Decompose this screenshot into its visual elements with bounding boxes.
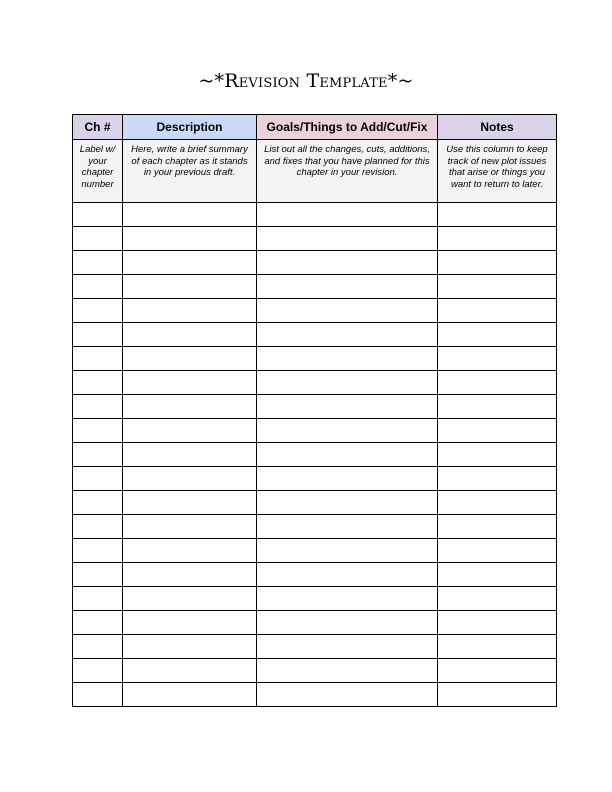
cell-chapter-number[interactable] <box>73 227 123 251</box>
header-chapter-number: Ch # <box>73 115 123 140</box>
cell-notes[interactable] <box>438 491 557 515</box>
cell-notes[interactable] <box>438 203 557 227</box>
cell-description[interactable] <box>123 515 257 539</box>
table-row <box>73 539 557 563</box>
cell-notes[interactable] <box>438 539 557 563</box>
instruction-notes: Use this column to keep track of new plot issues that arise or things you want to return to later. <box>438 140 557 203</box>
cell-goals[interactable] <box>257 563 438 587</box>
header-goals: Goals/Things to Add/Cut/Fix <box>257 115 438 140</box>
cell-chapter-number[interactable] <box>73 659 123 683</box>
table-row <box>73 563 557 587</box>
cell-description[interactable] <box>123 371 257 395</box>
cell-goals[interactable] <box>257 419 438 443</box>
cell-description[interactable] <box>123 683 257 707</box>
cell-notes[interactable] <box>438 635 557 659</box>
cell-description[interactable] <box>123 251 257 275</box>
cell-notes[interactable] <box>438 467 557 491</box>
table-row <box>73 635 557 659</box>
cell-goals[interactable] <box>257 323 438 347</box>
cell-goals[interactable] <box>257 299 438 323</box>
cell-chapter-number[interactable] <box>73 275 123 299</box>
cell-chapter-number[interactable] <box>73 539 123 563</box>
cell-chapter-number[interactable] <box>73 347 123 371</box>
cell-description[interactable] <box>123 419 257 443</box>
cell-description[interactable] <box>123 323 257 347</box>
cell-notes[interactable] <box>438 251 557 275</box>
cell-chapter-number[interactable] <box>73 467 123 491</box>
cell-description[interactable] <box>123 611 257 635</box>
cell-goals[interactable] <box>257 347 438 371</box>
cell-notes[interactable] <box>438 299 557 323</box>
cell-chapter-number[interactable] <box>73 587 123 611</box>
table-row <box>73 203 557 227</box>
cell-chapter-number[interactable] <box>73 491 123 515</box>
cell-notes[interactable] <box>438 275 557 299</box>
table-row <box>73 371 557 395</box>
cell-notes[interactable] <box>438 683 557 707</box>
cell-chapter-number[interactable] <box>73 323 123 347</box>
table-row <box>73 227 557 251</box>
cell-goals[interactable] <box>257 467 438 491</box>
table-row <box>73 347 557 371</box>
header-notes: Notes <box>438 115 557 140</box>
cell-description[interactable] <box>123 467 257 491</box>
cell-description[interactable] <box>123 443 257 467</box>
cell-description[interactable] <box>123 563 257 587</box>
cell-notes[interactable] <box>438 227 557 251</box>
table-row <box>73 587 557 611</box>
cell-chapter-number[interactable] <box>73 419 123 443</box>
page-title: ~*Revision Template*~ <box>198 70 414 92</box>
cell-description[interactable] <box>123 227 257 251</box>
cell-description[interactable] <box>123 395 257 419</box>
cell-chapter-number[interactable] <box>73 395 123 419</box>
cell-chapter-number[interactable] <box>73 299 123 323</box>
header-description: Description <box>123 115 257 140</box>
cell-goals[interactable] <box>257 251 438 275</box>
header-row <box>73 115 557 140</box>
cell-goals[interactable] <box>257 275 438 299</box>
cell-chapter-number[interactable] <box>73 251 123 275</box>
cell-goals[interactable] <box>257 203 438 227</box>
cell-goals[interactable] <box>257 611 438 635</box>
cell-goals[interactable] <box>257 491 438 515</box>
cell-notes[interactable] <box>438 587 557 611</box>
table-row <box>73 275 557 299</box>
cell-description[interactable] <box>123 491 257 515</box>
table-row <box>73 299 557 323</box>
table-row <box>73 443 557 467</box>
cell-chapter-number[interactable] <box>73 203 123 227</box>
cell-notes[interactable] <box>438 443 557 467</box>
cell-chapter-number[interactable] <box>73 371 123 395</box>
instruction-description: Here, write a brief summary of each chapter as it stands in your previous draft. <box>123 140 257 203</box>
cell-goals[interactable] <box>257 659 438 683</box>
table-row <box>73 683 557 707</box>
table-row <box>73 251 557 275</box>
cell-description[interactable] <box>123 635 257 659</box>
cell-goals[interactable] <box>257 635 438 659</box>
cell-notes[interactable] <box>438 611 557 635</box>
table-row <box>73 659 557 683</box>
instructions-row <box>73 140 557 203</box>
cell-goals[interactable] <box>257 515 438 539</box>
table-row <box>73 491 557 515</box>
cell-notes[interactable] <box>438 659 557 683</box>
cell-description[interactable] <box>123 275 257 299</box>
cell-notes[interactable] <box>438 347 557 371</box>
instruction-goals: List out all the changes, cuts, additions, and fixes that you have planned for this chapter in your revision. <box>257 140 438 203</box>
table-row <box>73 611 557 635</box>
cell-description[interactable] <box>123 587 257 611</box>
revision-table <box>72 114 557 707</box>
cell-goals[interactable] <box>257 587 438 611</box>
cell-description[interactable] <box>123 299 257 323</box>
table-row <box>73 419 557 443</box>
cell-goals[interactable] <box>257 395 438 419</box>
cell-notes[interactable] <box>438 371 557 395</box>
cell-chapter-number[interactable] <box>73 563 123 587</box>
cell-chapter-number[interactable] <box>73 683 123 707</box>
cell-notes[interactable] <box>438 419 557 443</box>
cell-description[interactable] <box>123 347 257 371</box>
cell-chapter-number[interactable] <box>73 611 123 635</box>
table-row <box>73 323 557 347</box>
cell-notes[interactable] <box>438 515 557 539</box>
cell-chapter-number[interactable] <box>73 443 123 467</box>
cell-notes[interactable] <box>438 323 557 347</box>
cell-goals[interactable] <box>257 371 438 395</box>
cell-chapter-number[interactable] <box>73 515 123 539</box>
cell-description[interactable] <box>123 203 257 227</box>
cell-notes[interactable] <box>438 563 557 587</box>
table-row <box>73 395 557 419</box>
cell-description[interactable] <box>123 659 257 683</box>
cell-goals[interactable] <box>257 443 438 467</box>
cell-chapter-number[interactable] <box>73 635 123 659</box>
cell-notes[interactable] <box>438 395 557 419</box>
instruction-chapter-number: Label w/ your chapter number <box>73 140 123 203</box>
cell-goals[interactable] <box>257 227 438 251</box>
table-row <box>73 467 557 491</box>
cell-goals[interactable] <box>257 539 438 563</box>
cell-goals[interactable] <box>257 683 438 707</box>
table-row <box>73 515 557 539</box>
cell-description[interactable] <box>123 539 257 563</box>
